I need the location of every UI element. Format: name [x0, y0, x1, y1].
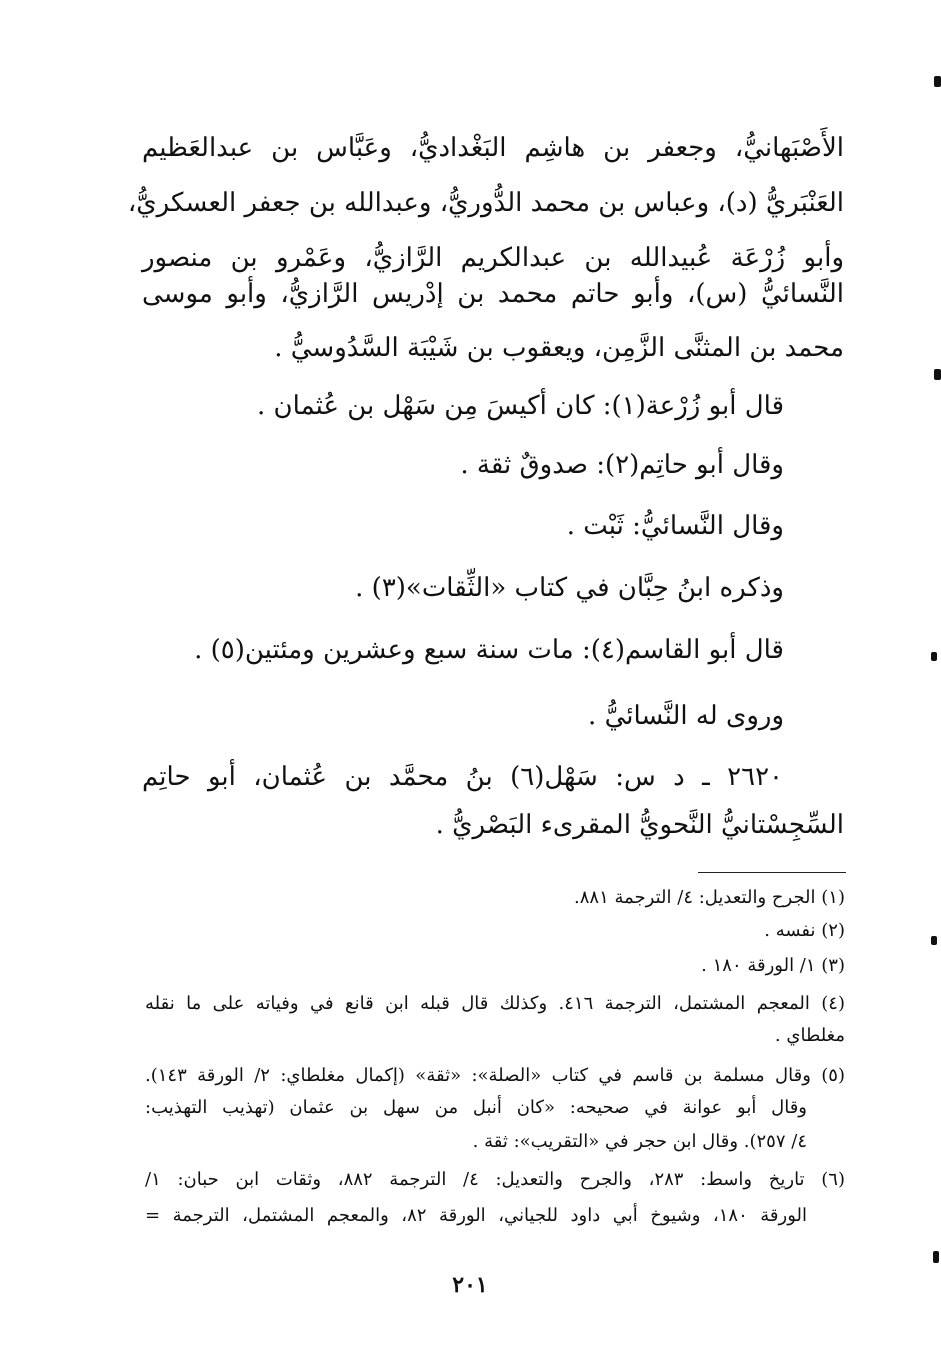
margin-mark [933, 1251, 939, 1263]
footnote: (٣) ١/ الورقة ١٨٠ . [701, 955, 845, 976]
margin-mark [931, 936, 937, 945]
statement-line: وروى له النَّسائيُّ . [588, 701, 784, 731]
statement-line: وذكره ابنُ حِبَّان في كتاب «الثِّقات»(٣) . [355, 573, 784, 603]
statement-line: قال أبو زُرْعة(١): كان أكيسَ مِن سَهْل بن عُثمان . [257, 391, 784, 421]
statement-line: وقال أبو حاتِم(٢): صدوقٌ ثقة . [460, 450, 784, 480]
margin-mark [931, 652, 937, 661]
footnote: (٥) وقال مسلمة بن قاسم في كتاب «الصلة»: «ثقة» (إكمال مغلطاي: ٢/ الورقة ١٤٣). [145, 1065, 845, 1086]
footnote: (٦) تاريخ واسط: ٢٨٣، والجرح والتعديل: ٤/ الترجمة ٨٨٢، وثقات ابن حبان: ١/ [145, 1169, 845, 1190]
footnote-continuation: وقال أبو عوانة في صحيحه: «كان أنبل من سهل بن عثمان (تهذيب التهذيب: [145, 1097, 807, 1118]
footnote: (٢) نفسه . [764, 920, 845, 941]
statement-line: وقال النَّسائيُّ: ثَبْت . [566, 511, 784, 541]
footnote: (١) الجرح والتعديل: ٤/ الترجمة ٨٨١. [574, 887, 845, 908]
statement-line: قال أبو القاسم(٤): مات سنة سبع وعشرين ومئتين(٥) . [194, 635, 784, 665]
body-line: العَنْبَريُّ (د)، وعباس بن محمد الدُّوريُّ، وعبدالله بن جعفر العسكريُّ، [127, 188, 844, 218]
footnote-continuation: ٤/ ٢٥٧). وقال ابن حجر في «التقريب»: ثقة . [472, 1131, 807, 1152]
margin-mark [934, 369, 941, 380]
page-number: ٢٠١ [452, 1272, 488, 1298]
footnote: (٤) المعجم المشتمل، الترجمة ٤١٦. وكذلك قال قبله ابن قانع في وفياته على ما نقله [145, 993, 845, 1014]
body-line: محمد بن المثنَّى الزَّمِن، ويعقوب بن شَيْبَة السَّدُوسيُّ . [274, 333, 844, 363]
body-line: الأَصْبَهانيُّ، وجعفر بن هاشِم البَغْداديُّ، وعَبَّاس بن عبدالعَظيم [142, 133, 844, 163]
body-line: وأبو زُرْعَة عُبيدالله بن عبدالكريم الرَّازيُّ، وعَمْرو بن منصور [142, 243, 844, 273]
footnote-continuation: الورقة ١٨٠، وشيوخ أبي داود للجياني، الورقة ٨٢، والمعجم المشتمل، الترجمة = [145, 1205, 808, 1226]
margin-mark [934, 76, 941, 87]
footnote-separator [698, 872, 846, 873]
footnote-continuation: مغلطاي . [774, 1025, 845, 1046]
body-line: النَّسائيُّ (س)، وأبو حاتم محمد بن إدْريس الرَّازيُّ، وأبو موسى [142, 279, 844, 309]
entry-heading-line: السِّجِسْتانيُّ النَّحويُّ المقرىء البَصْريُّ . [435, 810, 844, 840]
entry-heading-line: ٢٦٢٠ ـ د س: سَهْل(٦) بنُ محمَّد بن عُثمان، أبو حاتِم [142, 762, 783, 792]
